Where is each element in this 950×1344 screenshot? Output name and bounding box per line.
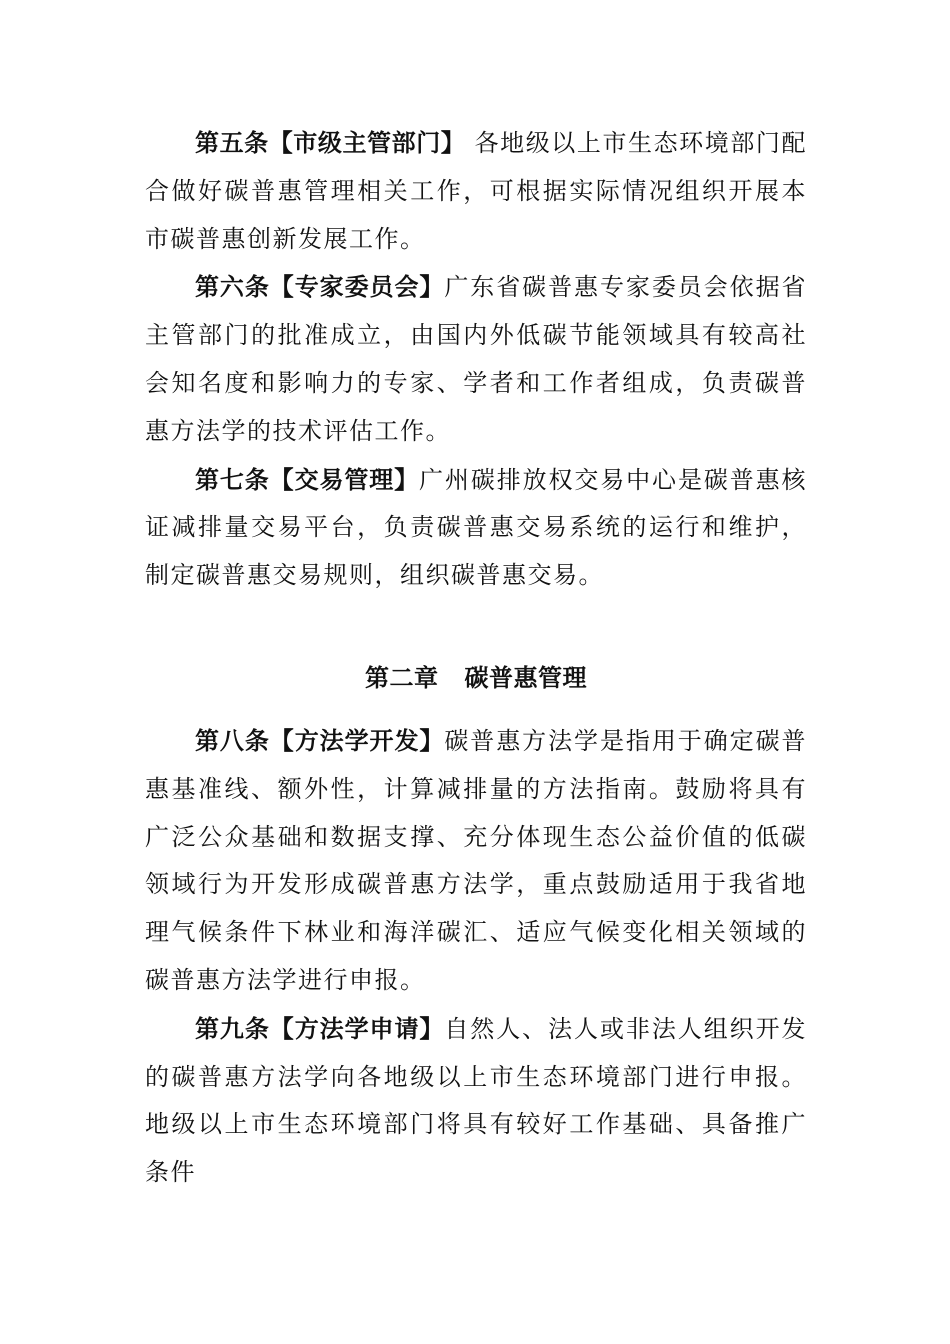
chapter-title: 碳普惠管理 [464,663,587,692]
article-9-heading: 第九条【方法学申请】 [195,1014,445,1043]
chapter-number: 第二章 [365,663,439,692]
document-page [145,120,807,1198]
article-7 [145,457,807,600]
chapter-heading [145,654,807,702]
article-6 [145,264,807,455]
article-6-body: 广东省碳普惠专家委员会依据省主管部门的批准成立，由国内外低碳节能领域具有较高社会知名度和影响力的专家、学者和工作者组成，负责碳普惠方法学的技术评估工作。 [145,273,808,445]
article-8-heading: 第八条【方法学开发】 [195,726,445,755]
article-8-body: 碳普惠方法学是指用于确定碳普惠基准线、额外性，计算减排量的方法指南。鼓励将具有广泛公众基础和数据支撑、充分体现生态公益价值的低碳领域行为开发形成碳普惠方法学，重点鼓励适用于我省地理气候条件下林业和海洋碳汇、适应气候变化相关领域的碳普惠方法学进行申报。 [145,726,808,994]
article-8 [145,718,807,1005]
article-5-body: 各地级以上市生态环境部门配合做好碳普惠管理相关工作，可根据实际情况组织开展本市碳普惠创新发展工作。 [145,129,807,253]
article-9 [145,1006,807,1197]
article-7-body: 广州碳排放权交易中心是碳普惠核证减排量交易平台，负责碳普惠交易系统的运行和维护，制定碳普惠交易规则，组织碳普惠交易。 [145,465,808,590]
article-9-body: 自然人、法人或非法人组织开发的碳普惠方法学向各地级以上市生态环境部门进行申报。地级以上市生态环境部门将具有较好工作基础、具备推广条件 [145,1014,808,1187]
article-5-heading: 第五条【市级主管部门】 [195,129,466,157]
article-7-heading: 第七条【交易管理】 [195,465,420,494]
article-5 [145,120,807,263]
article-6-heading: 第六条【专家委员会】 [195,273,445,302]
